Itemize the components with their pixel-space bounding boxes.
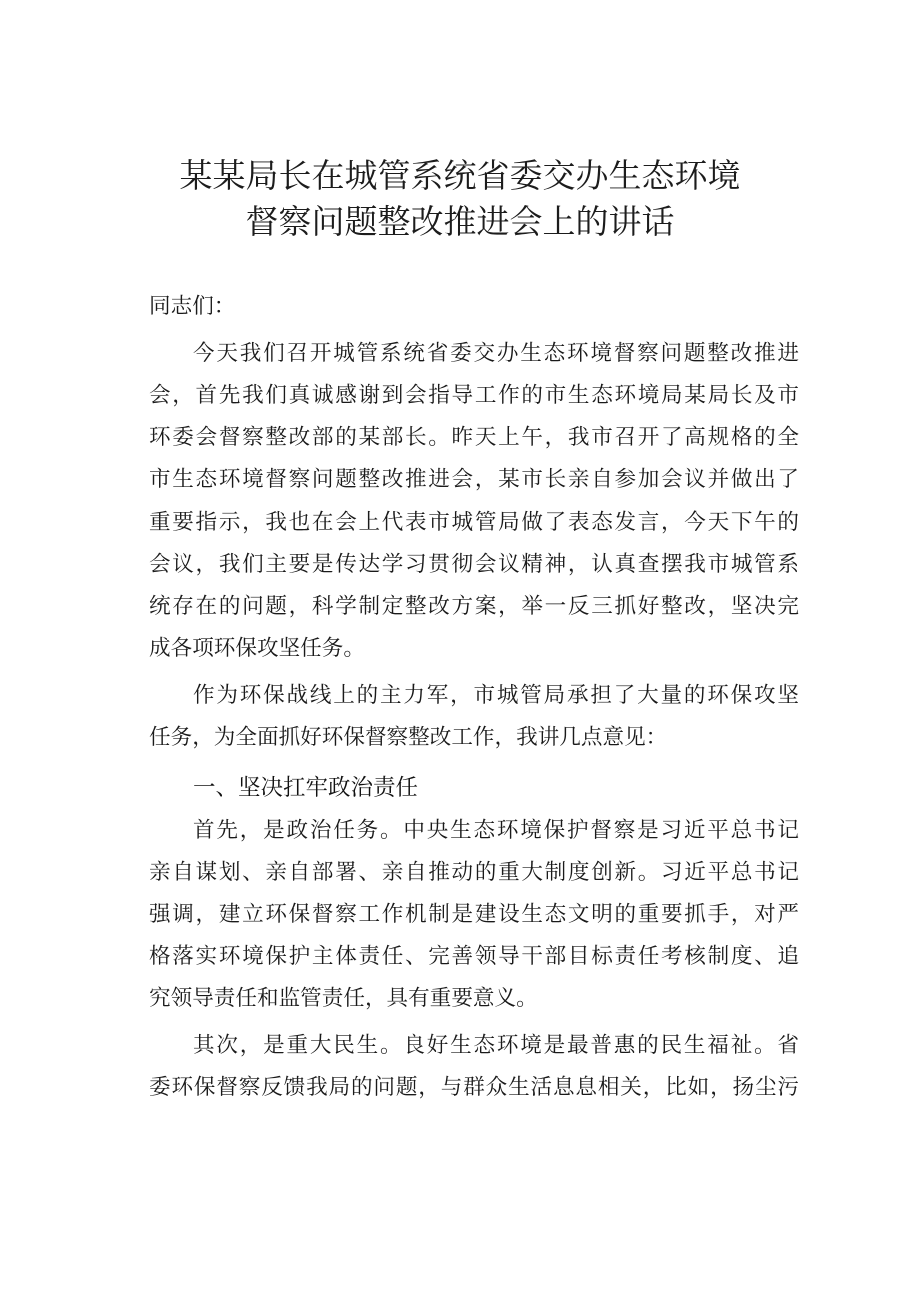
- paragraph-line: 作为环保战线上的主力军，市城管局承担了大量的环保攻坚: [193, 683, 799, 708]
- document-title-line-2: 督察问题整改推进会上的讲话: [245, 202, 675, 241]
- paragraph-line: 其次，是重大民生。良好生态环境是最普惠的民生福祉。省: [193, 1033, 799, 1058]
- paragraph-line: 强调，建立环保督察工作机制是建设生态文明的重要抓手，对严: [149, 902, 799, 927]
- paragraph-line: 首先，是政治任务。中央生态环境保护督察是习近平总书记: [193, 818, 799, 843]
- paragraph-line: 会议，我们主要是传达学习贯彻会议精神，认真查摆我市城管系: [149, 552, 799, 577]
- paragraph-line: 究领导责任和监管责任，具有重要意义。: [149, 986, 538, 1011]
- paragraph-line: 统存在的问题，科学制定整改方案，举一反三抓好整改，坚决完: [149, 594, 799, 619]
- salutation: 同志们：: [149, 294, 236, 319]
- paragraph-line: 会，首先我们真诚感谢到会指导工作的市生态环境局某局长及市: [149, 383, 799, 408]
- paragraph-line: 环委会督察整改部的某部长。昨天上午，我市召开了高规格的全: [149, 425, 799, 450]
- paragraph-line: 格落实环境保护主体责任、完善领导干部目标责任考核制度、追: [149, 944, 799, 969]
- paragraph-line: 委环保督察反馈我局的问题，与群众生活息息相关，比如，扬尘污: [149, 1075, 799, 1100]
- paragraph-line: 市生态环境督察问题整改推进会，某市长亲自参加会议并做出了: [149, 467, 799, 492]
- section-heading: 一、坚决扛牢政治责任: [193, 775, 419, 801]
- paragraph-line: 重要指示，我也在会上代表市城管局做了表态发言，今天下午的: [149, 510, 799, 535]
- paragraph-line: 成各项环保攻坚任务。: [149, 636, 365, 661]
- document-title-line-1: 某某局长在城管系统省委交办生态环境: [179, 156, 741, 195]
- paragraph-line: 任务，为全面抓好环保督察整改工作，我讲几点意见：: [149, 725, 668, 750]
- paragraph-line: 今天我们召开城管系统省委交办生态环境督察问题整改推进: [193, 341, 799, 366]
- paragraph-line: 亲自谋划、亲自部署、亲自推动的重大制度创新。习近平总书记: [149, 860, 799, 885]
